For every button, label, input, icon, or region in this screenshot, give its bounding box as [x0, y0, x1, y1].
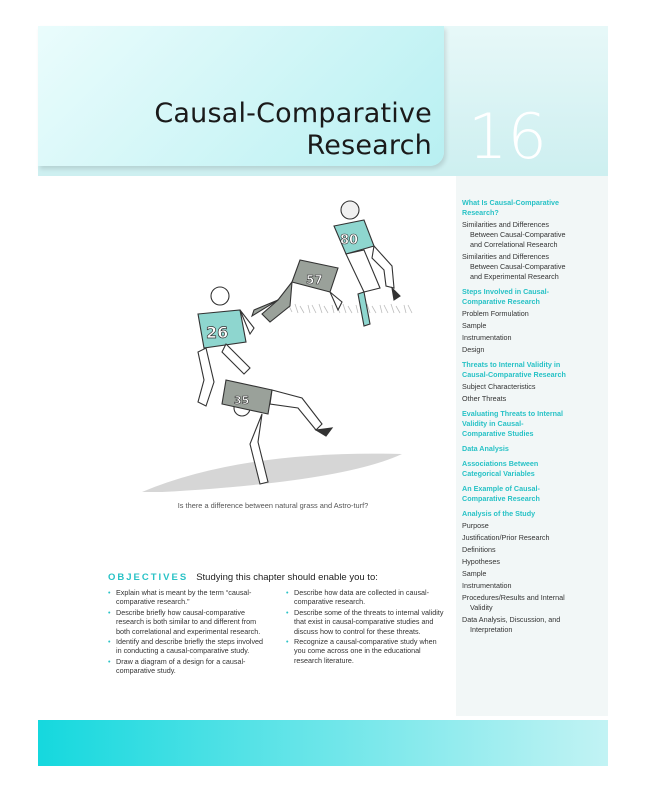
- jersey-number-35: 35: [234, 394, 250, 407]
- objective-item: • Explain what is meant by the term “causal-comparative research.”: [108, 588, 268, 607]
- objective-item: • Describe how data are collected in causal-comparative research.: [286, 588, 446, 607]
- outline-heading: Evaluating Threats to Internal Validity in Causal-Comparative Studies: [462, 409, 564, 438]
- objectives-column-1: [108, 588, 268, 677]
- objectives-section: [108, 572, 448, 676]
- outline-item: Similarities and Differences Between Causal-Comparative and Experimental Research: [462, 252, 566, 281]
- outline-heading: An Example of Causal-Comparative Research: [462, 484, 540, 503]
- outline-item: Instrumentation: [462, 333, 512, 342]
- objective-item: • Identify and describe briefly the steps involved in conducting a causal-comparative study.: [108, 637, 268, 656]
- chapter-number: 16: [468, 100, 547, 173]
- chapter-outline: [462, 198, 566, 635]
- turf-shadow-lower: [142, 454, 402, 492]
- outline-heading: Analysis of the Study: [462, 509, 536, 518]
- objectives-label: OBJECTIVES: [108, 572, 189, 583]
- outline-heading: What Is Causal-Comparative Research?: [462, 198, 560, 217]
- objectives-intro: Studying this chapter should enable you to:: [196, 572, 378, 583]
- chapter-title-line-2: Research: [306, 130, 432, 161]
- jersey-number-26: 26: [206, 323, 229, 342]
- outline-item: Subject Characteristics: [462, 382, 536, 391]
- outline-item: Sample: [462, 321, 487, 330]
- outline-item: Instrumentation: [462, 581, 512, 590]
- title-box: [38, 26, 444, 166]
- objectives-heading: [108, 572, 448, 583]
- outline-item: Similarities and Differences Between Causal-Comparative and Correlational Research: [462, 220, 566, 249]
- outline-item: Other Threats: [462, 394, 507, 403]
- footer-band: [38, 720, 608, 766]
- objective-item: • Recognize a causal-comparative study when you come across one in the educational research literature.: [286, 637, 446, 665]
- player-57: [252, 260, 342, 322]
- outline-item: Purpose: [462, 521, 489, 530]
- outline-item: Justification/Prior Research: [462, 533, 550, 542]
- outline-item: Sample: [462, 569, 487, 578]
- jersey-number-80: 80: [340, 233, 359, 248]
- outline-item: Definitions: [462, 545, 496, 554]
- objective-item: • Draw a diagram of a design for a causal-comparative study.: [108, 657, 268, 676]
- chapter-title: [154, 98, 432, 162]
- chapter-opener-page: [38, 26, 608, 766]
- outline-heading: Threats to Internal Validity in Causal-Comparative Research: [462, 360, 566, 379]
- objectives-column-2: [286, 588, 446, 666]
- outline-heading: Associations Between Categorical Variables: [462, 459, 539, 478]
- outline-item: Design: [462, 345, 485, 354]
- figure-caption: Is there a difference between natural grass and Astro-turf?: [177, 501, 369, 510]
- outline-heading: Steps Involved in Causal-Comparative Research: [462, 287, 550, 306]
- outline-item: Problem Formulation: [462, 309, 529, 318]
- outline-item: Procedures/Results and Internal Validity: [462, 593, 565, 612]
- turf-shadow-upper: [288, 304, 412, 313]
- outline-heading: Data Analysis: [462, 444, 509, 453]
- objective-item: • Describe some of the threats to internal validity that exist in causal-comparative studies and discuss how to control for these threats.: [286, 608, 446, 636]
- outline-item: Hypotheses: [462, 557, 500, 566]
- chapter-title-line-1: Causal-Comparative: [154, 98, 432, 129]
- outline-item: Data Analysis, Discussion, and Interpretation: [462, 615, 561, 634]
- jersey-number-57: 57: [306, 273, 323, 287]
- objective-item: • Describe briefly how causal-comparative research is both similar to and different from both correlational and experimental research.: [108, 608, 268, 636]
- football-illustration: [102, 192, 442, 502]
